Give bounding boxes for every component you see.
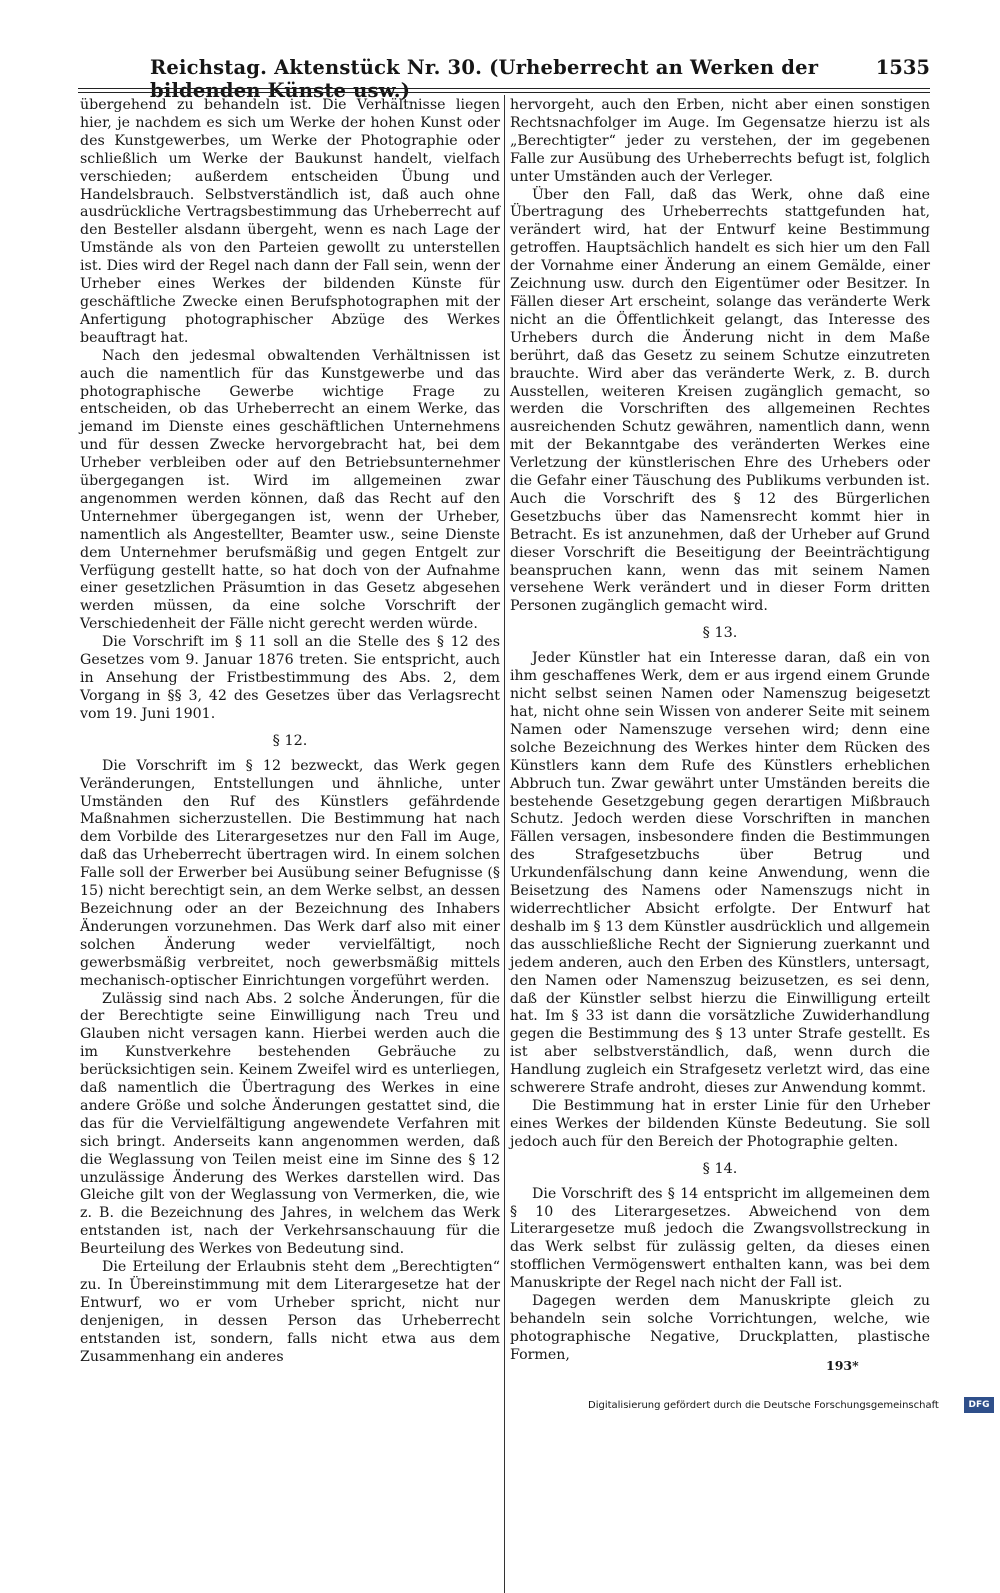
signature-mark: 193* bbox=[826, 1358, 859, 1373]
paragraph: Die Erteilung der Erlaubnis steht dem „Berechtigten“ zu. In Übereinstimmung mit dem Literargesetze hat der Entwurf, wo er vom Urheber spricht, nicht nur denjenigen, in dessen Person das Urheberrecht entstanden ist, sondern, falls nicht etwa aus dem Zusammenhang ein anderes bbox=[80, 1259, 500, 1365]
paragraph: Zulässig sind nach Abs. 2 solche Änderungen, für die der Berechtigte seine Einwilligung nach Treu und Glauben nicht versagen kann. Hierbei werden auch die im Kunstverkehre bestehenden Gebräuche zu berücksichtigen sein. Keinem Zweifel wird es unterliegen, daß namentlich die Übertragung des Werkes in eine andere Größe und solche Änderungen gestattet sind, die das für die Vervielfältigung angewendete Verfahren mit sich bringt. Anderseits kann angenommen werden, daß die Weglassung von Teilen meist eine im Sinne des § 12 unzulässige Änderung des Werkes darstellen wird. Das Gleiche gilt von der Weglassung von Vermerken, die, wie z. B. die Bezeichnung des Jahres, in welchem das Werk entstanden ist, nach der Verkehrsanschauung für die Beurteilung des Werkes von Bedeutung sind. bbox=[80, 990, 500, 1258]
paragraph: Nach den jedesmal obwaltenden Verhältnissen ist auch die namentlich für das Kunstgewerbe und das photographische Gewerbe wichtige Frage zu entscheiden, ob das Urheberrecht an einem Werke, das jemand im Dienste eines geschäftlichen Unternehmens und für dessen Zwecke hervorgebracht hat, bei dem Urheber verbleiben oder auf den Betriebsunternehmer übergegangen ist. Wird im allgemeinen zwar angenommen werden können, daß das Recht auf den Unternehmer übergegangen ist, wenn der Urheber, namentlich als Angestellter, Beamter usw., seine Dienste dem Unternehmer berufsmäßig und gegen Entgelt zur Verfügung gestellt hatte, so hat doch von der Aufnahme einer gesetzlichen Präsumtion in das Gesetz abgesehen werden müssen, da eine solche Vorschrift der Verschiedenheit der Fälle nicht gerecht werden würde. bbox=[80, 347, 500, 633]
paragraph: Die Bestimmung hat in erster Linie für den Urheber eines Werkes der bildenden Künste Bedeutung. Sie soll jedoch auch für den Bereich der Photographie gelten. bbox=[510, 1097, 930, 1150]
paragraph: hervorgeht, auch den Erben, nicht aber einen sonstigen Rechtsnachfolger im Auge. Im Gegensatze hierzu ist als „Berechtigter“ jeder zu verstehen, der im gegebenen Falle zur Ausübung des Urheberrechts befugt ist, folglich unter Umständen auch der Verleger. bbox=[510, 97, 930, 185]
paragraph: Dagegen werden dem Manuskripte gleich zu behandeln sein solche Vorrichtungen, welche, wie photographische Negative, Druckplatten, plastische Formen, bbox=[510, 1293, 930, 1363]
column-divider bbox=[504, 95, 505, 1593]
paragraph: Die Vorschrift des § 14 entspricht im allgemeinen dem § 10 des Literargesetzes. Abweichend von dem Literargesetze muß jedoch die Zwangsvollstreckung in das Werk selbst für zulässig gelten, da dieses einen stofflichen Vermögenswert enthalten kann, was bei dem Manuskripte der Regel nach nicht der Fall ist. bbox=[510, 1185, 930, 1292]
paragraph: übergehend zu behandeln ist. Die Verhältnisse liegen hier, je nachdem es sich um Werke der hohen Kunst oder des Kunstgewerbes, um Werke der Photographie oder schließlich um Werke der Baukunst handelt, vielfach verschieden; außerdem entscheiden Übung und Handelsbrauch. Selbstverständlich ist, daß auch ohne ausdrückliche Vertragsbestimmung das Urheberrecht auf den Besteller alsdann übergeht, wenn es nach Lage der Umstände als von den Parteien gewollt zu unterstellen ist. Dies wird der Regel nach dann der Fall sein, wenn der Urheber eines Werkes der bildenden Künste für geschäftliche Zwecke einen Berufsphotographen mit der Anfertigung photographischer Abzüge des Werkes beauftragt hat. bbox=[80, 97, 500, 346]
header-rule-thin bbox=[78, 92, 930, 93]
digitization-credit: Digitalisierung gefördert durch die Deutsche Forschungsgemeinschaft bbox=[588, 1400, 939, 1411]
paragraph: Über den Fall, daß das Werk, ohne daß eine Übertragung des Urheberrechts stattgefunden hat, verändert wird, hat der Entwurf keine Bestimmung getroffen. Hauptsächlich handelt es sich hier um den Fall der Vornahme einer Änderung an einem Gemälde, einer Zeichnung usw. durch den Eigentümer oder Besitzer. In Fällen dieser Art erscheint, solange das veränderte Werk nicht an die Öffentlichkeit gelangt, das Interesse des Urhebers durch die Änderung nicht in dem Maße berührt, daß das Gesetz zu seinem Schutze einzutreten brauchte. Wird aber das veränderte Werk, z. B. durch Ausstellen, weiteren Kreisen zugänglich gemacht, so werden die Vorschriften des allgemeinen Rechtes ausreichenden Schutz gewähren, namentlich dann, wenn mit der Bekanntgabe des veränderten Werkes eine Verletzung der künstlerischen Ehre des Urhebers oder die Gefahr einer Täuschung des Publikums verbunden ist. Auch die Vorschrift des § 12 des Bürgerlichen Gesetzbuchs über das Namensrecht kommt hier in Betracht. Es ist anzunehmen, daß der Urheber auf Grund dieser Vorschrift die Beseitigung der Beeinträchtigung beanspruchen kann, wenn das mit seinem Namen versehene Werk verändert und in dieser Form dritten Personen zugänglich gemacht wird. bbox=[510, 186, 930, 615]
paragraph: Die Vorschrift im § 11 soll an die Stelle des § 12 des Gesetzes vom 9. Januar 1876 treten. Sie entspricht, auch in Ansehung der Fristbestimmung des Abs. 2, dem Vorgang in §§ 3, 42 des Gesetzes über das Verlagsrecht vom 19. Juni 1901. bbox=[80, 634, 500, 722]
dfg-logo-icon: DFG bbox=[964, 1397, 994, 1413]
right-column bbox=[510, 97, 930, 1365]
left-column bbox=[80, 97, 500, 1367]
paragraph: Jeder Künstler hat ein Interesse daran, daß ein von ihm geschaffenes Werk, dem er aus irgend einem Grunde nicht selbst seinen Namen oder Namenszug beigesetzt hat, nicht ohne sein Wissen von anderer Seite mit seinem Namen oder Namenszuge versehen wird; denn eine solche Bezeichnung des Werkes hinter dem Rücken des Künstlers kann dem Rufe des Künstlers erheblichen Abbruch tun. Zwar gewährt unter Umständen bereits die bestehende Gesetzgebung gegen derartigen Mißbrauch Schutz. Jedoch werden diese Vorschriften in manchen Fällen versagen, insbesondere finden die Bestimmungen des Strafgesetzbuchs über Betrug und Urkundenfälschung dann keine Anwendung, wenn die Beisetzung des Namens oder Namenszugs nicht in widerrechtlicher Absicht erfolgte. Der Entwurf hat deshalb im § 13 dem Künstler ausdrücklich und allgemein das ausschließliche Recht der Signierung zuerkannt und jedem anderen, auch den Erben des Künstlers, untersagt, den Namen oder Namenszug beizusetzen, es sei denn, daß der Künstler selbst hierzu die Einwilligung erteilt hat. Im § 33 ist dann die vorsätzliche Zuwiderhandlung gegen die Bestimmung des § 13 unter Strafe gestellt. Es ist aber selbstverständlich, daß, wenn durch die Handlung zugleich ein Strafgesetz verletzt wird, das eine schwerere Strafe androht, dieses zur Anwendung kommt. bbox=[510, 650, 930, 1097]
section-heading-13: § 13. bbox=[702, 625, 738, 642]
section-heading-12: § 12. bbox=[272, 732, 308, 749]
section-heading-14: § 14. bbox=[702, 1160, 738, 1177]
header-rule bbox=[78, 88, 930, 89]
running-header bbox=[78, 52, 930, 102]
running-title: Reichstag. Aktenstück Nr. 30. (Urheberrecht an Werken der bildenden Künste usw.) bbox=[150, 56, 819, 102]
page-number: 1535 bbox=[875, 56, 930, 79]
paragraph: Die Vorschrift im § 12 bezweckt, das Werk gegen Veränderungen, Entstellungen und ähnliche, unter Umständen den Ruf des Künstlers gefährdende Maßnahmen sicherzustellen. Die Bestimmung hat nach dem Vorbilde des Literargesetzes nur den Fall im Auge, daß das Urheberrecht übertragen wird. In einem solchen Falle soll der Erwerber bei Ausübung seiner Befugnisse (§ 15) nicht berechtigt sein, an dem Werke selbst, an dessen Bezeichnung oder an der Bezeichnung des Inhabers Änderungen vorzunehmen. Das Werk darf also mit einer solchen Änderung weder vervielfältigt, noch gewerbsmäßig verbreitet, noch gewerbsmäßig mittels mechanisch-optischer Einrichtungen vorgeführt werden. bbox=[80, 757, 500, 989]
